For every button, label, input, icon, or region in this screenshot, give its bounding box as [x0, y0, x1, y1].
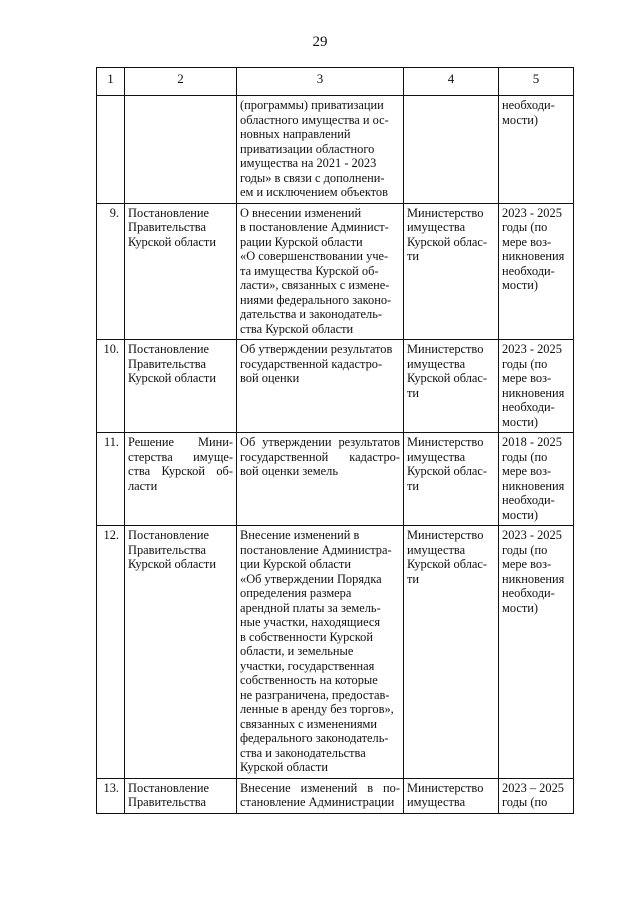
text-line: Правительства [128, 542, 206, 557]
text-line: имущества [407, 449, 466, 464]
text-line: имущества на 2021 - 2023 [240, 156, 377, 170]
text-line: областного имущества и ос- [240, 112, 389, 127]
text-line: новных направлений [240, 127, 351, 141]
text-line: федерального законодатель- [240, 731, 389, 745]
text-line: Министерство [407, 342, 484, 356]
text-line: ти [407, 249, 420, 263]
text-line: та имущества Курской об- [240, 263, 379, 278]
text-line: ти [407, 571, 420, 586]
table-row [97, 526, 574, 779]
act-title-cell [237, 526, 404, 779]
text-line: собственность на которые [240, 673, 378, 687]
text-line: ленные в аренду без торгов», [240, 702, 394, 716]
act-type-cell [125, 526, 237, 779]
text-line: годы (по [502, 220, 548, 234]
row-number-cell: 13. [97, 778, 125, 813]
text-line: необходи- [502, 263, 555, 278]
text-line: годы (по [502, 795, 548, 809]
text-line: мости) [502, 507, 539, 522]
text-line: «О совершенствовании уче- [240, 249, 389, 263]
text-line: области, и земельные [240, 644, 354, 658]
table-header-row [97, 68, 574, 96]
text-line: Об утверждении результатов [240, 342, 393, 356]
text-line: 2023 – 2025 [502, 780, 564, 795]
text-line: необходи- [502, 98, 555, 112]
text-line: мости) [502, 414, 539, 429]
table-row [97, 433, 574, 526]
executor-cell [404, 778, 499, 813]
text-line: годы (по [502, 449, 548, 464]
act-type-cell [125, 433, 237, 526]
table-row [97, 96, 574, 204]
text-line: Курской области [128, 234, 216, 249]
text-line: Внесение изменений в по- [240, 780, 400, 795]
text-line: О внесении изменений [240, 205, 362, 220]
text-line: ства и законодательства [240, 745, 366, 760]
text-line: имущества [407, 220, 466, 234]
column-header: 4 [404, 68, 499, 96]
column-header: 1 [97, 68, 125, 96]
text-line: Правительства [128, 220, 206, 234]
text-line: в собственности Курской [240, 629, 373, 644]
text-line: Постановление [128, 528, 209, 542]
text-line: мере воз- [502, 371, 552, 385]
text-line: 2023 - 2025 [502, 342, 562, 356]
term-cell [499, 433, 574, 526]
column-header: 2 [125, 68, 237, 96]
text-line: 2023 - 2025 [502, 205, 562, 220]
column-header: 3 [237, 68, 404, 96]
plan-table [96, 67, 574, 814]
text-line: вой оценки земель [240, 464, 338, 478]
text-line: рации Курской области [240, 234, 363, 249]
text-line: Курской облас- [407, 557, 488, 571]
text-line: мере воз- [502, 464, 552, 478]
text-line: Постановление [128, 205, 209, 220]
text-line: стерства имуще- [128, 449, 233, 464]
text-line: Постановление [128, 342, 209, 356]
table-row [97, 778, 574, 813]
text-line: мости) [502, 112, 539, 127]
text-line: Курской облас- [407, 371, 488, 385]
act-type-cell [125, 340, 237, 433]
text-line: арендной платы за земель- [240, 600, 381, 615]
text-line: ства Курской области [240, 321, 354, 336]
text-line: годы (по [502, 542, 548, 557]
text-line: в постановление Админист- [240, 220, 389, 234]
text-line: Постановление [128, 780, 209, 795]
act-title-cell [237, 340, 404, 433]
text-line: имущества [407, 795, 466, 809]
text-line: Курской области [128, 371, 216, 385]
text-line: 2018 - 2025 [502, 435, 562, 449]
text-line: мости) [502, 600, 539, 615]
text-line: ласти», связанных с измене- [240, 278, 390, 292]
text-line: ции Курской области [240, 557, 351, 571]
text-line: дательства и законодатель- [240, 307, 382, 321]
text-line: ные участки, находящиеся [240, 615, 381, 629]
text-line: государственной кадастро- [240, 449, 400, 464]
text-line: мости) [502, 278, 539, 292]
text-line: не разграничена, предостав- [240, 687, 390, 702]
row-number-cell [97, 96, 125, 204]
page-number: 29 [312, 34, 328, 50]
text-line: Правительства [128, 356, 206, 371]
term-cell [499, 340, 574, 433]
text-line: годы» в связи с дополнени- [240, 170, 385, 185]
executor-cell [404, 96, 499, 204]
text-line: Решение Мини- [128, 435, 233, 449]
text-line: ем и исключением объектов [240, 185, 388, 199]
act-type-cell [125, 96, 237, 204]
text-line: Министерство [407, 435, 484, 449]
act-type-cell [125, 203, 237, 340]
executor-cell [404, 203, 499, 340]
act-title-cell [237, 433, 404, 526]
term-cell [499, 203, 574, 340]
text-line: Курской облас- [407, 234, 488, 249]
term-cell [499, 96, 574, 204]
executor-cell [404, 526, 499, 779]
executor-cell [404, 433, 499, 526]
text-line: необходи- [502, 400, 555, 414]
text-line: «Об утверждении Порядка [240, 571, 382, 586]
text-line: вой оценки [240, 371, 300, 385]
text-line: становление Администрации [240, 795, 395, 809]
text-line: ти [407, 385, 420, 400]
text-line: Курской области [128, 557, 216, 571]
text-line: Внесение изменений в [240, 528, 360, 542]
text-line: годы (по [502, 356, 548, 371]
text-line: имущества [407, 542, 466, 557]
text-line: Курской области [240, 760, 328, 774]
text-line: ти [407, 478, 420, 493]
text-line: постановление Администра- [240, 542, 392, 557]
text-line: мере воз- [502, 557, 552, 571]
text-line: приватизации областного [240, 141, 375, 156]
text-line: необходи- [502, 493, 555, 507]
act-title-cell [237, 96, 404, 204]
text-line: ства Курской об- [128, 464, 233, 478]
row-number-cell: 9. [97, 203, 125, 340]
text-line: 2023 - 2025 [502, 528, 562, 542]
row-number-cell: 12. [97, 526, 125, 779]
text-line: Министерство [407, 528, 484, 542]
text-line: ласти [128, 478, 158, 493]
text-line: участки, государственная [240, 658, 375, 673]
row-number-cell: 10. [97, 340, 125, 433]
act-title-cell [237, 203, 404, 340]
executor-cell [404, 340, 499, 433]
text-line: никновения [502, 385, 565, 400]
text-line: никновения [502, 478, 565, 493]
text-line: государственной кадастро- [240, 356, 383, 371]
text-line: (программы) приватизации [240, 98, 384, 112]
text-line: Министерство [407, 780, 484, 795]
act-type-cell [125, 778, 237, 813]
row-number-cell: 11. [97, 433, 125, 526]
text-line: никновения [502, 571, 565, 586]
table-row [97, 340, 574, 433]
text-line: необходи- [502, 586, 555, 600]
column-header: 5 [499, 68, 574, 96]
act-title-cell [237, 778, 404, 813]
text-line: определения размера [240, 586, 352, 600]
text-line: никновения [502, 249, 565, 263]
text-line: ниями федерального законо- [240, 292, 392, 307]
text-line: имущества [407, 356, 466, 371]
text-line: Министерство [407, 205, 484, 220]
text-line: мере воз- [502, 234, 552, 249]
term-cell [499, 526, 574, 779]
text-line: Правительства [128, 795, 206, 809]
text-line: Об утверждении результатов [240, 435, 400, 449]
table-row [97, 203, 574, 340]
term-cell [499, 778, 574, 813]
text-line: Курской облас- [407, 464, 488, 478]
text-line: связанных с изменениями [240, 716, 378, 731]
